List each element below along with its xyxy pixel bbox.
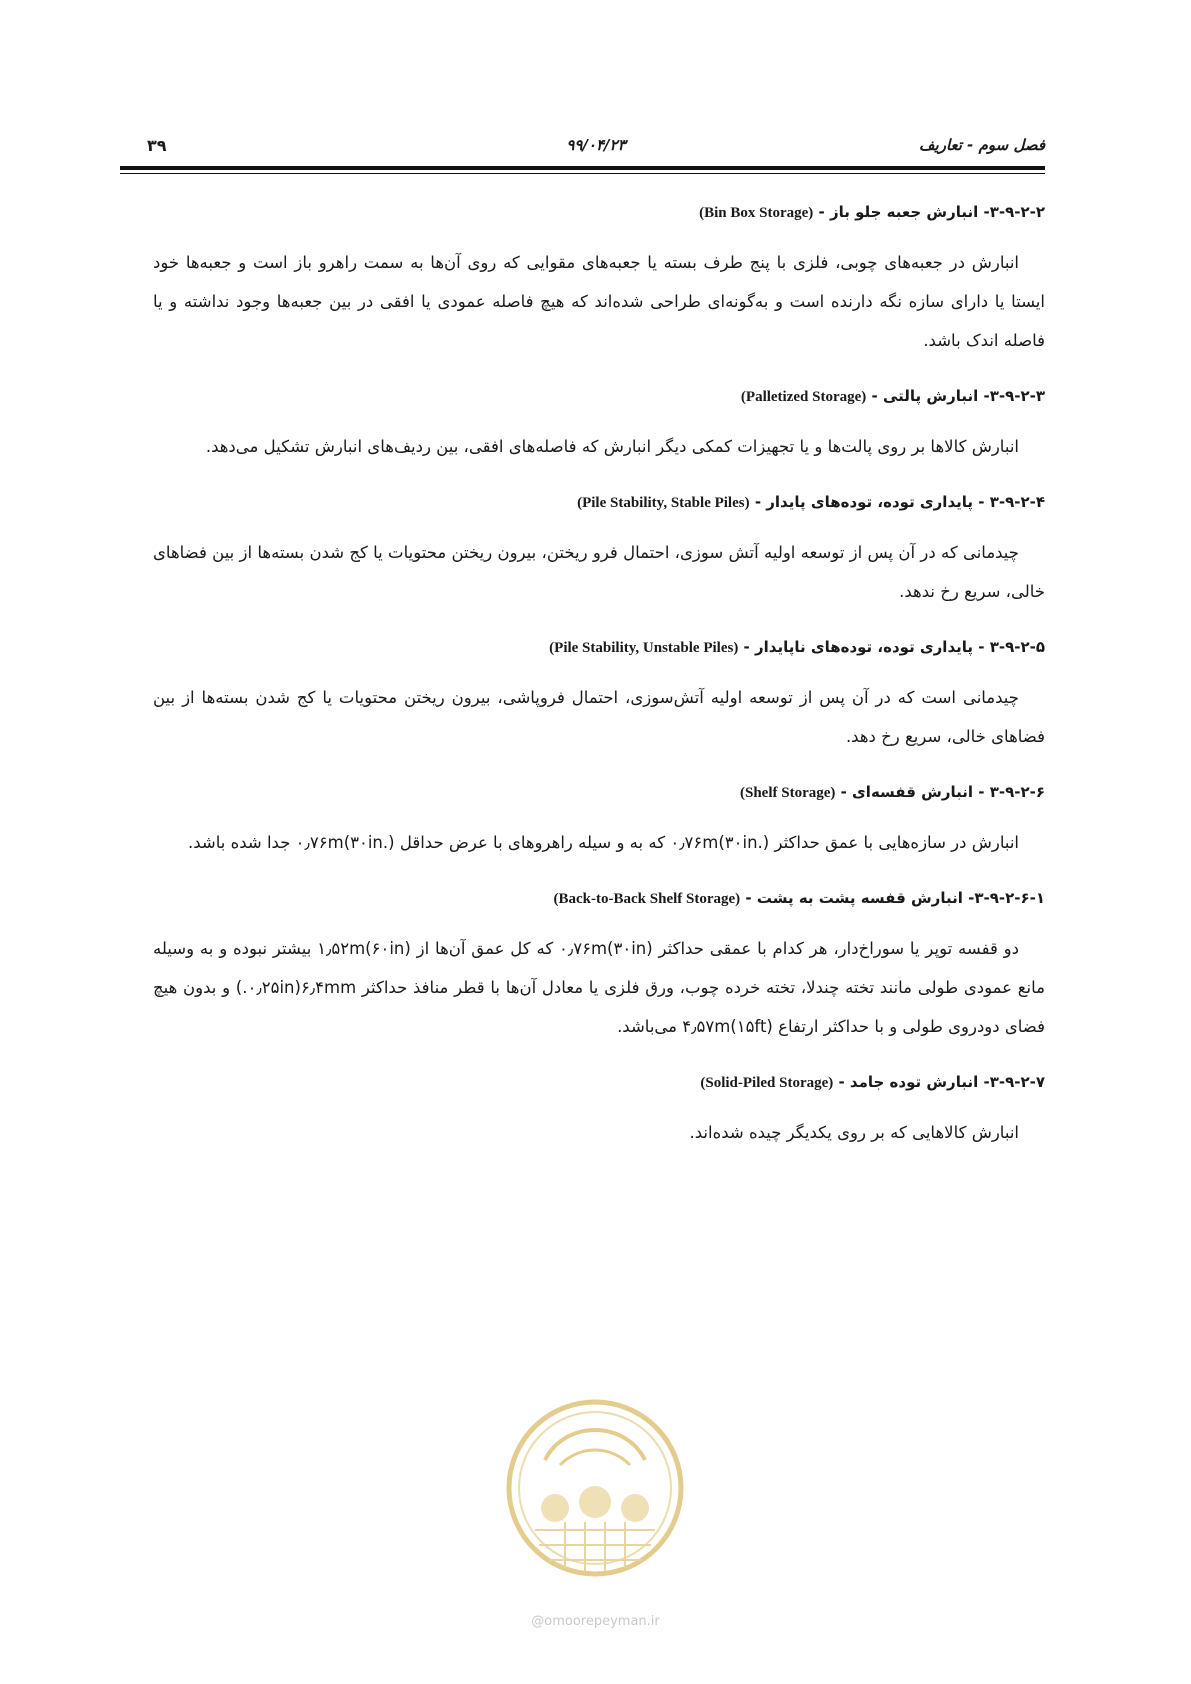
section-title-en: (Pile Stability, Stable Piles) — [577, 495, 750, 511]
section-body: انبارش در سازه‌هایی با عمق حداکثر ۰٫۷۶m(۳۰in.) که به و سیله راهروهای با عرض حداقل ۰٫۷۶m(۳۰in.) جدا شده باشد. — [188, 833, 1019, 852]
section-title-en: (Pile Stability, Unstable Piles) — [549, 640, 739, 656]
section-title-en: (Back-to-Back Shelf Storage) — [553, 891, 741, 907]
section-body: انبارش کالاها بر روی پالت‌ها و یا تجهیزات کمکی دیگر انبارش که فاصله‌های افقی، بین ردیف‌های انبارش تشکیل می‌دهد. — [205, 437, 1019, 456]
section — [153, 384, 1045, 466]
seal-logo-icon — [505, 1390, 685, 1586]
page-header — [147, 136, 1045, 158]
section-title-fa: ۳-۹-۲-۶-۱- انبارش قفسه پشت به پشت - — [740, 889, 1045, 907]
section-title-en: (Bin Box Storage) — [699, 205, 814, 221]
section — [153, 886, 1045, 1046]
document-body — [153, 200, 1045, 1176]
section-body: انبارش در جعبه‌های چوبی، فلزی با پنج طرف بسته یا جعبه‌های مقوایی که روی آن‌ها به سمت راهرو باز است و جعبه‌ها خود ایستا یا دارای سازه نگه دارنده است و به‌گونه‌ای طراحی شده‌اند که هیچ فاصله عمودی یا افقی در بین جعبه‌ها وجود نداشته و یا فاصله اندک باشد. — [153, 253, 1045, 350]
section-title — [153, 635, 1045, 660]
header-rule-thin — [120, 173, 1045, 174]
section-title — [153, 384, 1045, 409]
header-rule-thick — [120, 166, 1045, 170]
section-title — [153, 1070, 1045, 1095]
section-title-fa: ۳-۹-۲-۲- انبارش جعبه جلو باز - — [813, 203, 1045, 221]
section — [153, 780, 1045, 862]
section — [153, 200, 1045, 360]
section-title-en: (Solid-Piled Storage) — [700, 1075, 834, 1091]
section-title-en: (Shelf Storage) — [739, 785, 836, 801]
section-title-fa: ۳-۹-۲-۶ - انبارش قفسه‌ای - — [835, 783, 1045, 801]
chapter-title: فصل سوم - تعاریف — [919, 136, 1045, 154]
section-title-fa: ۳-۹-۲-۷- انبارش توده جامد - — [833, 1073, 1045, 1091]
section-title-fa: ۳-۹-۲-۵ - پایداری توده، توده‌های ناپایدار - — [738, 638, 1045, 656]
section-body: انبارش کالاهایی که بر روی یکدیگر چیده شده‌اند. — [689, 1123, 1019, 1142]
section — [153, 635, 1045, 756]
section-title-en: (Palletized Storage) — [740, 389, 867, 405]
section-body: چیدمانی است که در آن پس از توسعه اولیه آتش‌سوزی، احتمال فروپاشی، بیرون ریختن محتویات یا کج شدن بسته‌ها از بین فضاهای خالی، سریع رخ دهد. — [153, 688, 1045, 746]
section — [153, 1070, 1045, 1152]
section — [153, 490, 1045, 611]
section-title — [153, 200, 1045, 225]
section-title — [153, 886, 1045, 911]
section-title — [153, 780, 1045, 805]
header-date: ۹۹/۰۴/۲۳ — [566, 136, 626, 154]
section-body: چیدمانی که در آن پس از توسعه اولیه آتش سوزی، احتمال فرو ریختن، بیرون ریختن محتویات یا کج شدن بسته‌ها از بین فضاهای خالی، سریع رخ ندهد. — [153, 543, 1045, 601]
section-title-fa: ۳-۹-۲-۳- انبارش پالتی - — [866, 387, 1045, 405]
section-title — [153, 490, 1045, 515]
watermark-url: @omoorepeyman.ir — [531, 1614, 660, 1629]
page-number: ۳۹ — [147, 136, 167, 155]
section-title-fa: ۳-۹-۲-۴ - پایداری توده، توده‌های پایدار - — [749, 493, 1045, 511]
section-body: دو قفسه توپر یا سوراخ‌دار، هر کدام با عمقی حداکثر ۰٫۷۶m(۳۰in) که کل عمق آن‌ها از ۱٫۵۲m(۶۰in) بیشتر نبوده و به وسیله مانع عمودی طولی مانند تخته چندلا، تخته خرده چوب، ورق فلزی یا معادل آن‌ها با قطر منافذ حداکثر ۶٫۴mm(۰٫۲۵in.) و بدون هیچ فضای دودروی طولی و با حداکثر ارتفاع ۴٫۵۷m(۱۵ft) می‌باشد. — [153, 939, 1045, 1036]
